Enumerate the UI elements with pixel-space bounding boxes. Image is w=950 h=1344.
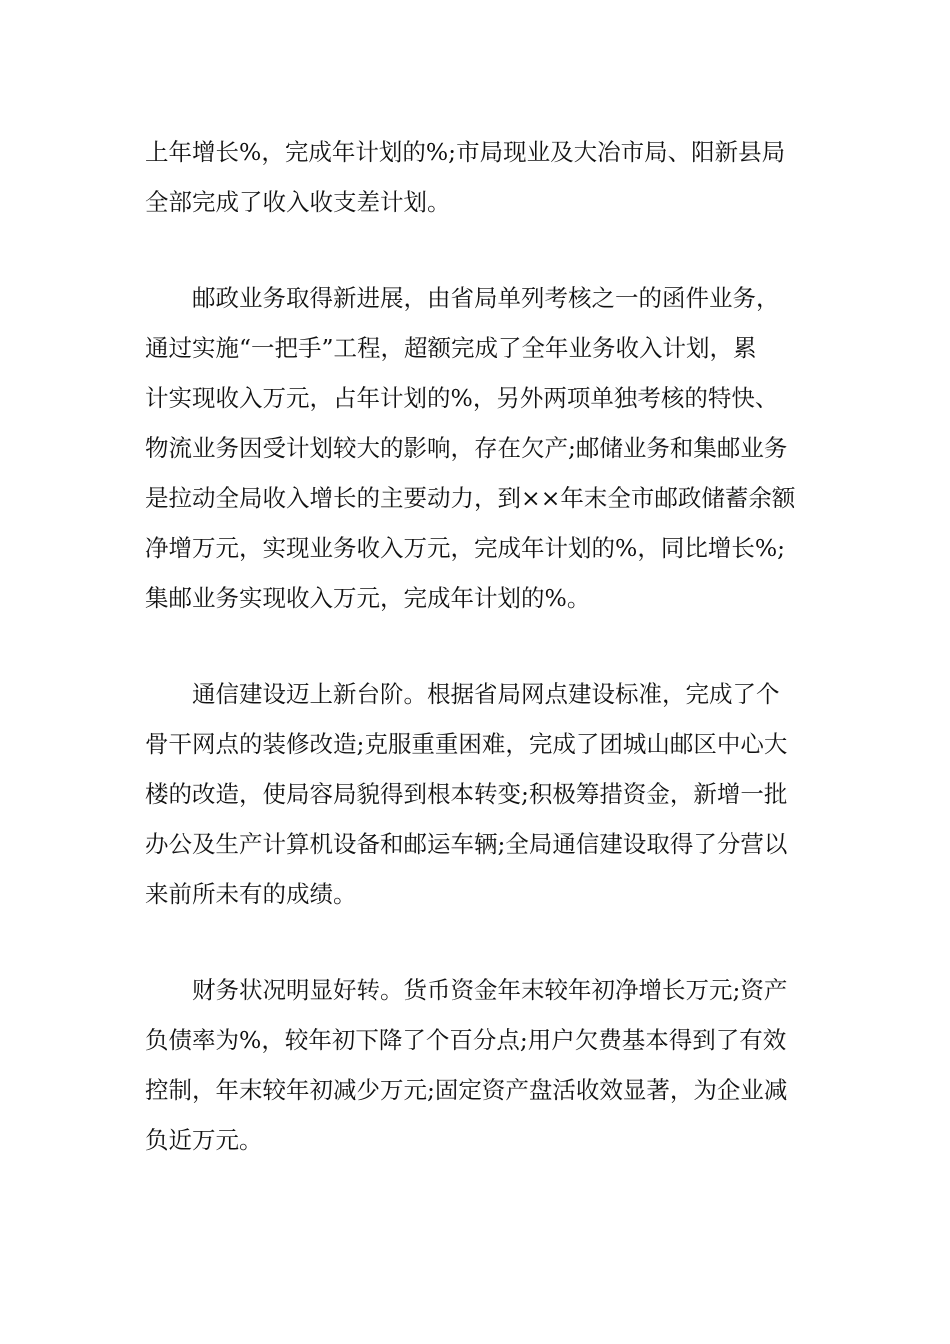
text-line: 财务状况明显好转。货币资金年末较年初净增长万元;资产 bbox=[192, 976, 788, 1004]
text-line: 楼的改造，使局容局貌得到根本转变;积极筹措资金，新增一批 bbox=[145, 780, 788, 808]
text-line: 物流业务因受计划较大的影响，存在欠产;邮储业务和集邮业务 bbox=[145, 434, 788, 462]
text-line: 集邮业务实现收入万元，完成年计划的%。 bbox=[145, 584, 591, 612]
text-line: 来前所未有的成绩。 bbox=[145, 880, 357, 908]
paragraph-revenue-continued bbox=[145, 127, 810, 227]
text-line: 是拉动全局收入增长的主要动力，到××年末全市邮政储蓄余额 bbox=[145, 484, 796, 512]
text-line: 净增万元，实现业务收入万元，完成年计划的%，同比增长%; bbox=[145, 534, 786, 562]
text-line: 负债率为%，较年初下降了个百分点;用户欠费基本得到了有效 bbox=[145, 1026, 787, 1054]
text-line: 骨干网点的装修改造;克服重重困难，完成了团城山邮区中心大 bbox=[145, 730, 788, 758]
text-line: 上年增长%，完成年计划的%;市局现业及大冶市局、阳新县局 bbox=[145, 138, 786, 166]
text-line: 负近万元。 bbox=[145, 1126, 263, 1154]
text-line: 计实现收入万元，占年计划的%，另外两项单独考核的特快、 bbox=[145, 384, 779, 412]
paragraph-financial-status bbox=[145, 965, 810, 1165]
text-line: 邮政业务取得新进展，由省局单列考核之一的函件业务， bbox=[192, 284, 780, 312]
text-line: 全部完成了收入收支差计划。 bbox=[145, 188, 451, 216]
text-line: 办公及生产计算机设备和邮运车辆;全局通信建设取得了分营以 bbox=[145, 830, 788, 858]
text-line: 通过实施“一把手”工程，超额完成了全年业务收入计划，累 bbox=[145, 334, 757, 362]
paragraph-communication-construction bbox=[145, 669, 810, 919]
paragraph-postal-business bbox=[145, 273, 810, 623]
text-line: 控制，年末较年初减少万元;固定资产盘活收效显著，为企业减 bbox=[145, 1076, 788, 1104]
text-line: 通信建设迈上新台阶。根据省局网点建设标准，完成了个 bbox=[192, 680, 780, 708]
